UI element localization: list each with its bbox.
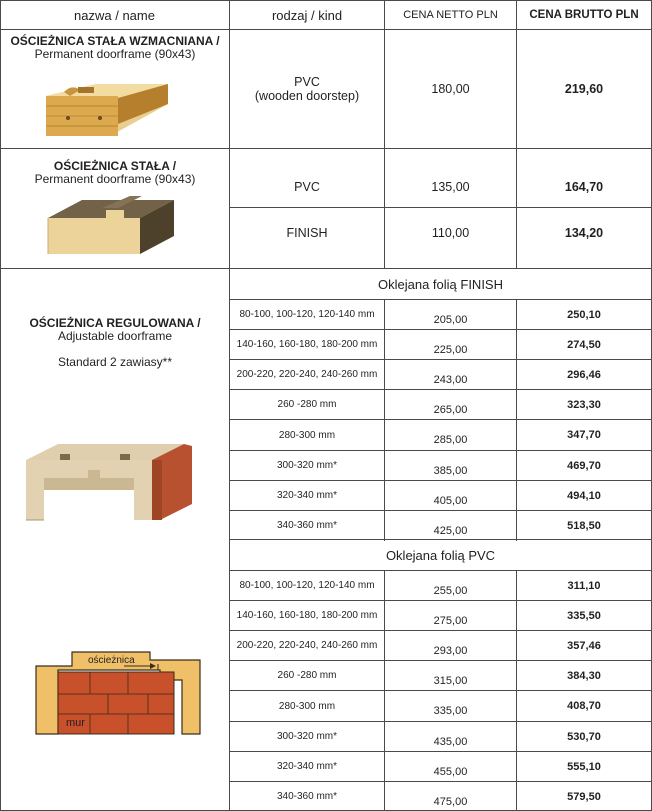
- size-cell: 260 -280 mm: [277, 670, 337, 681]
- netto-cell: 255,00: [433, 584, 468, 597]
- size-cell: 340-360 mm*: [276, 520, 338, 531]
- size-cell: 140-160, 160-180, 180-200 mm: [236, 339, 378, 350]
- netto-cell: 293,00: [433, 644, 468, 657]
- netto-cell: 475,00: [433, 795, 468, 808]
- product-note: Standard 2 zawiasy**: [57, 355, 173, 369]
- size-cell: 280-300 mm: [278, 700, 336, 712]
- brutto-cell: 555,10: [567, 760, 601, 773]
- frame-diagram-icon: [28, 646, 208, 738]
- brutto-cell: 335,50: [567, 609, 601, 622]
- size-cell: 200-220, 220-240, 240-260 mm: [236, 369, 378, 380]
- netto-cell: 110,00: [431, 226, 470, 240]
- size-cell: 200-220, 220-240, 240-260 mm: [236, 640, 378, 651]
- netto-cell: 425,00: [433, 524, 468, 537]
- kind-cell: FINISH: [286, 226, 328, 240]
- netto-cell: 225,00: [433, 343, 468, 356]
- brutto-cell: 408,70: [567, 700, 601, 712]
- netto-cell: 180,00: [431, 82, 470, 96]
- wall-label: mur: [66, 717, 85, 729]
- header-netto: CENA NETTO PLN: [403, 9, 498, 21]
- size-cell: 280-300 mm: [278, 429, 336, 441]
- header-brutto: CENA BRUTTO PLN: [529, 9, 639, 21]
- brutto-cell: 219,60: [564, 82, 604, 96]
- brutto-cell: 134,20: [564, 226, 604, 240]
- brutto-cell: 518,50: [567, 519, 601, 532]
- section-header: Oklejana folią FINISH: [378, 276, 503, 292]
- brutto-cell: 250,10: [567, 308, 601, 321]
- brutto-cell: 357,46: [567, 639, 601, 652]
- netto-cell: 135,00: [431, 180, 470, 194]
- header-name: nazwa / name: [74, 7, 155, 23]
- size-cell: 140-160, 160-180, 180-200 mm: [236, 610, 378, 621]
- size-cell: 300-320 mm*: [276, 731, 338, 742]
- size-cell: 80-100, 100-120, 120-140 mm: [239, 309, 375, 320]
- netto-cell: 385,00: [433, 464, 468, 477]
- size-cell: 320-340 mm*: [276, 761, 338, 772]
- size-cell: 260 -280 mm: [277, 399, 337, 410]
- netto-cell: 243,00: [433, 373, 468, 386]
- product-title: OŚCIEŻNICA STAŁA WZMACNIANA / Permanent doorframe (90x43): [10, 34, 220, 61]
- netto-cell: 435,00: [433, 735, 468, 748]
- brutto-cell: 311,10: [567, 579, 601, 592]
- netto-cell: 285,00: [433, 434, 468, 446]
- doorframe-profile-icon: [46, 196, 178, 258]
- kind-cell: PVC: [294, 180, 320, 194]
- brutto-cell: 296,46: [567, 368, 601, 381]
- size-cell: 80-100, 100-120, 120-140 mm: [239, 580, 375, 591]
- brutto-cell: 494,10: [567, 489, 601, 502]
- product-title: OŚCIEŻNICA REGULOWANA / Adjustable doorframe Standard 2 zawiasy**: [29, 316, 201, 369]
- reinforced-doorframe-profile-icon: [44, 76, 174, 142]
- netto-cell: 205,00: [433, 313, 468, 326]
- product-subtitle: Permanent doorframe (90x43): [34, 47, 196, 61]
- grid-line: [0, 0, 1, 811]
- brutto-cell: 164,70: [564, 180, 604, 194]
- header-kind: rodzaj / kind: [271, 7, 343, 23]
- size-cell: 300-320 mm*: [276, 460, 338, 471]
- brutto-cell: 323,30: [567, 398, 601, 411]
- netto-cell: 335,00: [433, 705, 468, 717]
- netto-cell: 265,00: [433, 403, 468, 416]
- brutto-cell: 530,70: [567, 730, 601, 743]
- size-cell: 340-360 mm*: [276, 791, 338, 802]
- brutto-cell: 274,50: [567, 338, 601, 351]
- kind-cell: PVC (wooden doorstep): [254, 75, 360, 103]
- size-cell: 320-340 mm*: [276, 490, 338, 501]
- brutto-cell: 579,50: [567, 790, 601, 803]
- section-header: Oklejana folią PVC: [385, 547, 496, 563]
- brutto-cell: 384,30: [567, 669, 601, 682]
- frame-label: ościeżnica: [88, 655, 135, 666]
- netto-cell: 455,00: [433, 765, 468, 778]
- brutto-cell: 469,70: [567, 459, 601, 472]
- product-subtitle: Adjustable doorframe: [57, 329, 173, 343]
- brutto-cell: 347,70: [567, 429, 601, 441]
- netto-cell: 405,00: [433, 494, 468, 507]
- adjustable-doorframe-icon: [24, 440, 196, 524]
- netto-cell: 275,00: [433, 614, 468, 627]
- product-subtitle: Permanent doorframe (90x43): [34, 172, 196, 186]
- netto-cell: 315,00: [433, 674, 468, 687]
- product-title: OŚCIEŻNICA STAŁA / Permanent doorframe (90x43): [34, 159, 196, 186]
